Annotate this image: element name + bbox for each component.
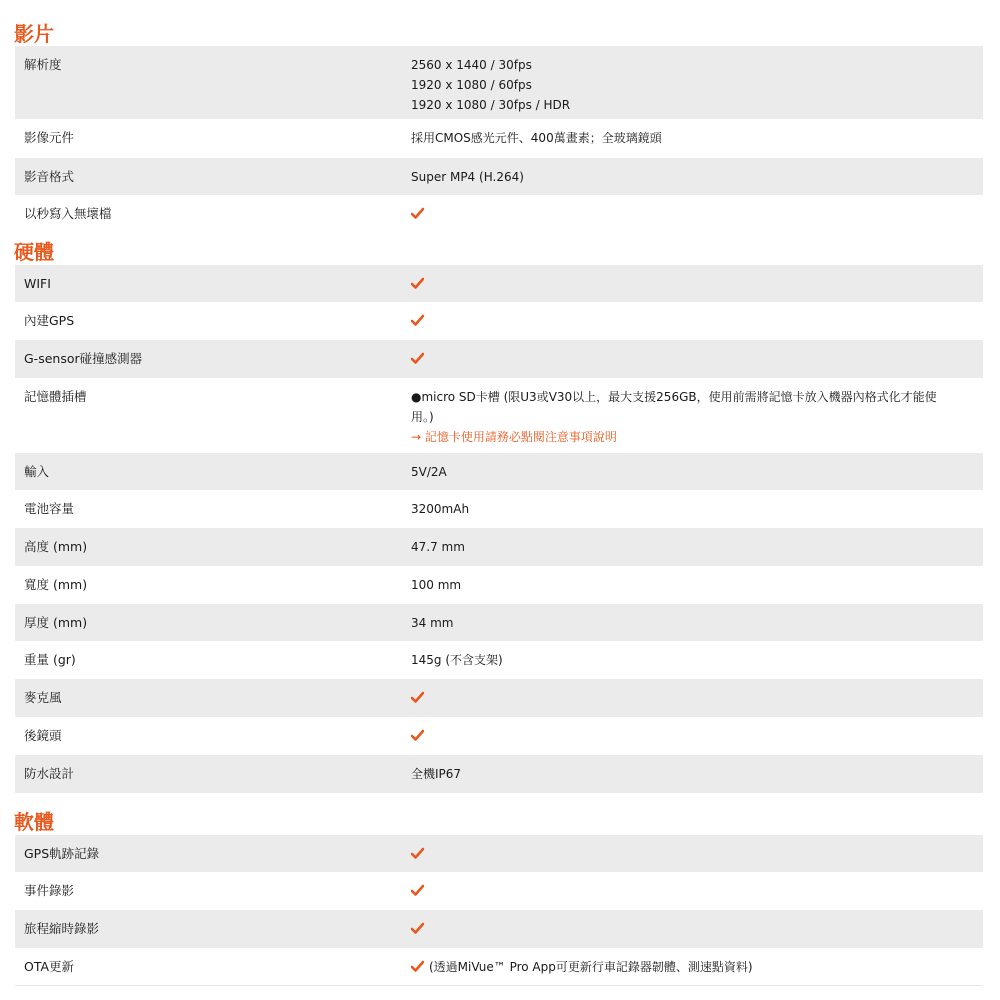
checkmark-icon [411, 207, 424, 219]
memory-slot-text: ●micro SD卡槽 (限U3或V30以上，最大支援256GB，使用前需將記憶卡放入機器內格式化才能使 [411, 390, 937, 404]
spec-label: 厚度 (mm) [24, 615, 88, 630]
spec-value: 5V/2A [411, 465, 447, 479]
spec-value [411, 376, 983, 453]
spec-value [411, 908, 983, 948]
spec-row-no-corrupt-file [15, 195, 983, 232]
spec-label: 重量 (gr) [24, 652, 76, 667]
spec-row-g-sensor [15, 340, 983, 378]
spec-label: 事件錄影 [24, 883, 75, 898]
spec-value: 全機IP67 [411, 767, 462, 781]
spec-row-battery [15, 490, 983, 528]
spec-label: 影音格式 [24, 169, 75, 184]
checkmark-icon [411, 960, 424, 972]
resolution-option: 2560 x 1440 / 30fps [411, 58, 532, 72]
checkmark-icon [411, 691, 424, 703]
spec-row-ota-update [15, 948, 983, 986]
spec-value [411, 677, 983, 717]
spec-value [411, 193, 983, 232]
spec-label: 高度 (mm) [24, 539, 88, 554]
spec-value [411, 44, 983, 119]
spec-row-weight [15, 641, 983, 679]
spec-label: 解析度 [24, 57, 62, 72]
spec-label: 電池容量 [24, 501, 75, 516]
spec-row-video-format [15, 158, 983, 195]
section-title-hardware: 硬體 [14, 240, 54, 264]
spec-label: 後鏡頭 [24, 728, 62, 743]
spec-label: G-sensor碰撞感測器 [24, 351, 143, 366]
spec-label: 內建GPS [24, 313, 75, 328]
spec-value: 34 mm [411, 616, 454, 630]
section-title-video: 影片 [14, 22, 54, 46]
resolution-option: 1920 x 1080 / 30fps / HDR [411, 98, 571, 112]
spec-label: 記憶體插槽 [24, 389, 87, 404]
spec-row-gps-track [15, 835, 983, 872]
spec-row-memory-slot [15, 378, 983, 453]
spec-row-microphone [15, 679, 983, 717]
spec-row-timelapse [15, 910, 983, 948]
ota-note: (透過MiVue™ Pro App可更新行車記錄器韌體、測速點資料) [429, 960, 753, 974]
checkmark-icon [411, 352, 424, 364]
checkmark-icon [411, 729, 424, 741]
resolution-option: 1920 x 1080 / 60fps [411, 78, 532, 92]
spec-label: 麥克風 [24, 690, 62, 705]
spec-row-resolution [15, 46, 983, 119]
section-title-software: 軟體 [14, 810, 54, 834]
spec-row-rear-camera [15, 717, 983, 755]
checkmark-icon [411, 922, 424, 934]
spec-value [411, 715, 983, 755]
spec-label: 輸入 [24, 464, 50, 479]
spec-value [411, 263, 983, 302]
spec-value: 145g (不含支架) [411, 653, 503, 667]
spec-value [411, 833, 983, 872]
memory-slot-text: 用。) [411, 410, 434, 424]
spec-label: OTA更新 [24, 959, 75, 974]
spec-label: 防水設計 [24, 766, 75, 781]
spec-value [411, 870, 983, 910]
spec-row-image-sensor [15, 119, 983, 158]
spec-value: Super MP4 (H.264) [411, 170, 524, 184]
checkmark-icon [411, 314, 424, 326]
spec-row-height [15, 528, 983, 566]
spec-value: 47.7 mm [411, 540, 465, 554]
spec-row-event-recording [15, 872, 983, 910]
spec-value: 3200mAh [411, 502, 470, 516]
spec-value: 採用CMOS感光元件、400萬畫素；全玻璃鏡頭 [411, 131, 662, 145]
spec-value: 100 mm [411, 578, 462, 592]
spec-value [411, 946, 983, 985]
spec-row-depth [15, 604, 983, 641]
spec-label: 以秒寫入無壞檔 [24, 206, 112, 221]
spec-label: 影像元件 [24, 130, 75, 145]
spec-label: 旅程縮時錄影 [24, 921, 100, 936]
spec-value [411, 300, 983, 340]
spec-row-wifi [15, 265, 983, 302]
spec-row-width [15, 566, 983, 604]
memory-card-notice-link[interactable]: → 記憶卡使用請務必點閱注意事項說明 [411, 430, 617, 444]
spec-label: 寬度 (mm) [24, 577, 88, 592]
checkmark-icon [411, 884, 424, 896]
checkmark-icon [411, 277, 424, 289]
checkmark-icon [411, 847, 424, 859]
spec-label: GPS軌跡記錄 [24, 846, 100, 861]
spec-value [411, 338, 983, 378]
spec-row-input [15, 453, 983, 490]
spec-label: WIFI [24, 276, 51, 291]
spec-row-waterproof [15, 755, 983, 793]
spec-row-gps [15, 302, 983, 340]
